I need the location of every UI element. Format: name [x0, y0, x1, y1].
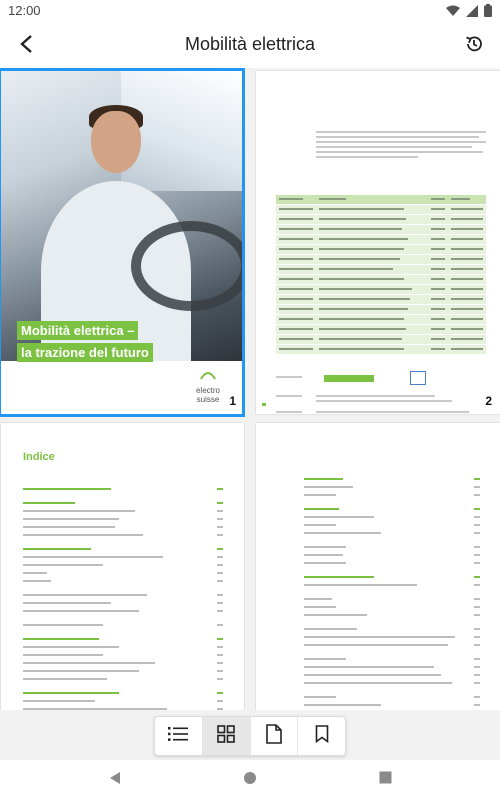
app-bar: [0, 22, 500, 68]
electrosuisse-logo: [196, 368, 220, 404]
status-time: 12:00: [8, 3, 41, 18]
publication-table: [276, 195, 486, 355]
steering-wheel-image: [131, 221, 242, 311]
back-triangle-icon: [108, 771, 122, 790]
electrosuisse-logo-mark-icon: [199, 369, 217, 381]
partner-block: [276, 371, 486, 414]
grid-icon: [217, 725, 235, 748]
page-thumbnail-4[interactable]: [256, 423, 500, 710]
svizzera-energia-logo: [324, 375, 374, 382]
cover-title: [17, 321, 153, 365]
bookmarks-view-button[interactable]: [298, 717, 345, 755]
page-number: 1: [229, 394, 236, 408]
wifi-icon: [446, 4, 460, 22]
battery-icon: [484, 4, 492, 22]
status-bar: [0, 0, 500, 22]
index-heading: Indice: [23, 451, 55, 463]
history-button[interactable]: [460, 32, 488, 60]
page-thumbnail-3[interactable]: [1, 423, 244, 710]
em-logo: [410, 371, 426, 385]
page-thumbnail-1[interactable]: [1, 71, 242, 414]
signal-icon: [466, 4, 478, 22]
view-mode-toolbar: [154, 716, 346, 756]
system-navigation-bar: [0, 760, 500, 800]
page-title: Mobilità elettrica: [184, 34, 316, 54]
cover-photo: [1, 71, 242, 361]
list-icon: [168, 726, 188, 747]
page-thumbnail-grid[interactable]: [0, 68, 500, 710]
history-icon: [464, 34, 484, 59]
page-view-button[interactable]: [251, 717, 299, 755]
table-of-contents: [23, 485, 223, 710]
home-circle-icon: [243, 771, 257, 790]
system-home-button[interactable]: [240, 770, 260, 790]
cover-title-line-2: la trazione del futuro: [17, 343, 153, 362]
status-icons: [446, 4, 492, 22]
system-back-button[interactable]: [105, 770, 125, 790]
page-icon: [266, 724, 282, 749]
outline-view-button[interactable]: [155, 717, 203, 755]
bookmark-icon: [315, 725, 329, 748]
logo-line-1: electro: [195, 386, 220, 395]
page-thumbnail-2[interactable]: [256, 71, 500, 414]
thumbnail-view-button[interactable]: [203, 717, 251, 755]
page-number: 2: [485, 394, 492, 408]
system-recents-button[interactable]: [375, 770, 395, 790]
logo-line-2: suisse: [196, 395, 220, 404]
table-of-contents-continued: [304, 475, 480, 710]
recents-square-icon: [379, 771, 392, 789]
intro-text-block: [316, 131, 486, 161]
page-number-marker: [262, 403, 266, 406]
driver-face-image: [91, 111, 141, 173]
cover-title-line-1: Mobilità elettrica –: [17, 321, 138, 340]
